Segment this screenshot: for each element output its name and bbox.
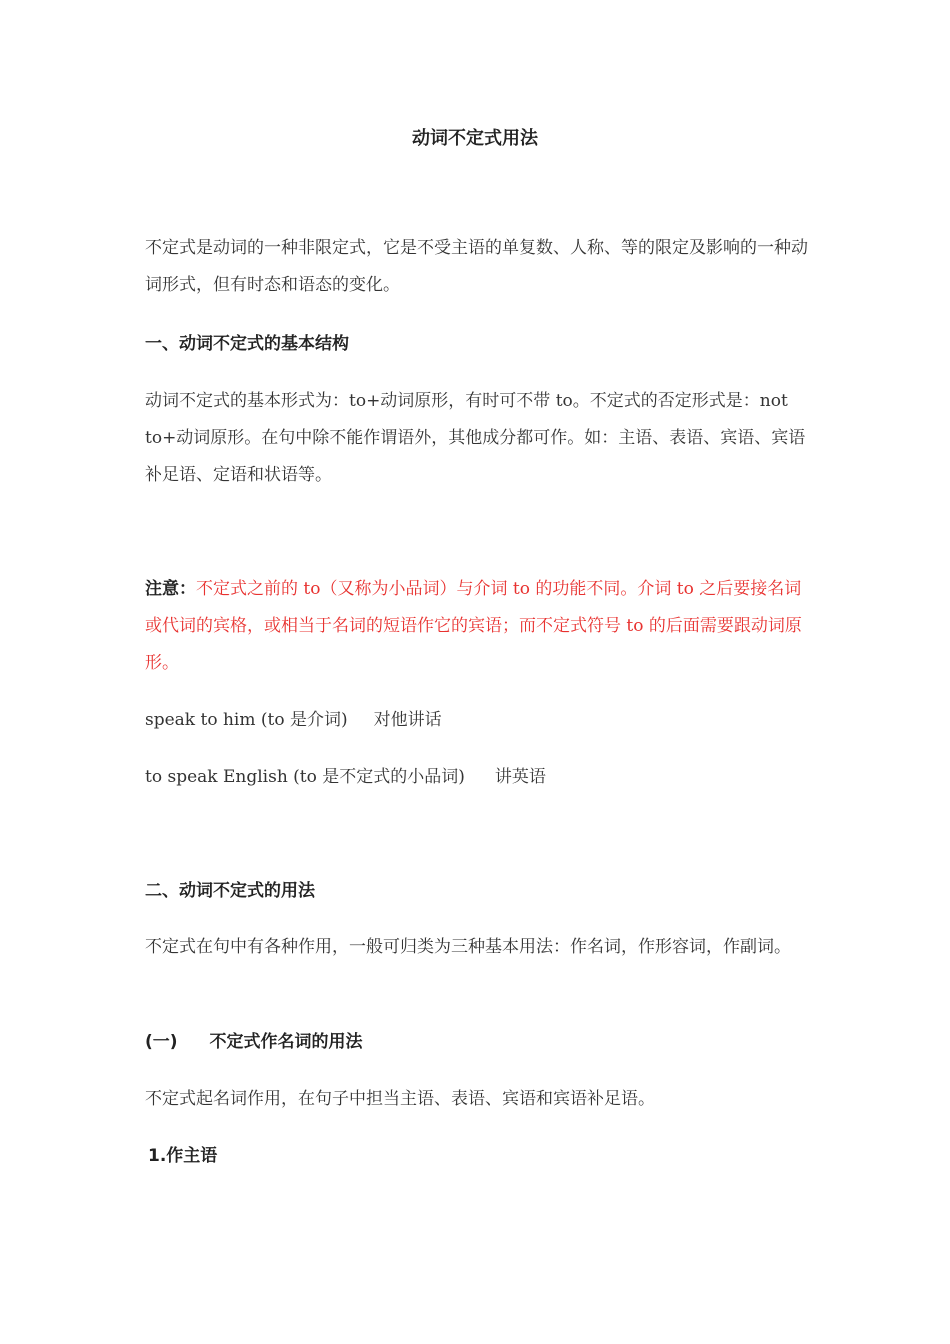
example-phrase: speak to him (to 是介词)	[145, 710, 348, 730]
section1-heading: 一、动词不定式的基本结构	[145, 334, 349, 354]
note-paragraph	[145, 571, 810, 682]
subsection1-body: 不定式起名词作用，在句子中担当主语、表语、宾语和宾语补足语。	[145, 1089, 655, 1109]
item1-heading: 1.作主语	[148, 1146, 218, 1166]
section2-heading: 二、动词不定式的用法	[145, 881, 315, 901]
example-line-2	[145, 759, 810, 796]
section2-body: 不定式在句中有各种作用，一般可归类为三种基本用法：作名词，作形容词，作副词。	[145, 937, 791, 957]
example-phrase: to speak English (to 是不定式的小品词)	[145, 767, 465, 787]
intro-paragraph: 不定式是动词的一种非限定式，它是不受主语的单复数、人称、等的限定及影响的一种动词形式，但有时态和语态的变化。	[145, 238, 808, 295]
subsection1-heading: 不定式作名词的用法	[209, 1032, 363, 1052]
example-meaning: 讲英语	[494, 767, 546, 787]
note-label: 注意：	[145, 579, 196, 599]
subsection1-number: (一)	[145, 1032, 178, 1052]
example-line-1	[145, 702, 810, 739]
example-meaning: 对他讲话	[373, 710, 442, 730]
note-text: 不定式之前的 to（又称为小品词）与介词 to 的功能不同。介词 to 之后要接名词或代词的宾格，或相当于名词的短语作它的宾语；而不定式符号 to 的后面需要跟动词原形。	[145, 579, 802, 673]
subsection1-heading-line	[145, 1024, 810, 1061]
section1-body: 动词不定式的基本形式为：to+动词原形，有时可不带 to。不定式的否定形式是：not to+动词原形。在句中除不能作谓语外，其他成分都可作。如：主语、表语、宾语、宾语补足语、定语和状语等。	[145, 391, 806, 485]
page-title: 动词不定式用法	[412, 128, 538, 149]
